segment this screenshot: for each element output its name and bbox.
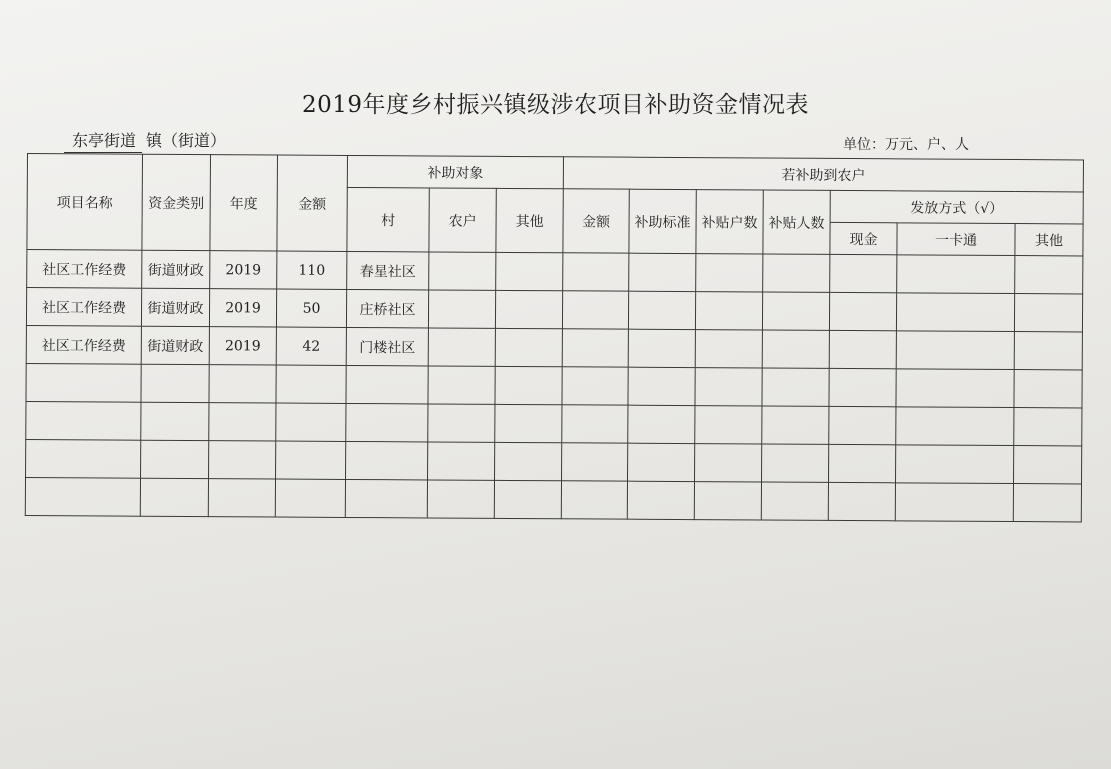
header-village: 村 <box>347 187 429 251</box>
cell-empty <box>428 366 495 404</box>
cell-empty <box>562 329 628 367</box>
town-line <box>64 128 226 153</box>
cell-empty <box>895 483 1013 522</box>
cell-empty <box>761 482 828 520</box>
header-other: 其他 <box>496 188 563 252</box>
town-suffix: 镇（街道） <box>146 131 227 150</box>
cell-empty <box>561 481 627 519</box>
cell-empty <box>1013 484 1081 522</box>
cell-empty <box>495 366 562 404</box>
cell-project: 社区工作经费 <box>26 325 141 364</box>
header-subsidy-households: 补贴户数 <box>696 190 763 254</box>
cell-empty <box>1014 370 1082 408</box>
cell-empty <box>628 329 695 367</box>
cell-empty <box>694 482 761 520</box>
header-amount: 金额 <box>277 155 348 251</box>
cell-amount: 110 <box>277 251 347 289</box>
cell-project <box>25 477 140 516</box>
cell-category: 街道财政 <box>141 288 209 326</box>
cell-empty <box>1014 408 1082 446</box>
cell-empty <box>428 290 495 328</box>
header-payout-other: 其他 <box>1015 224 1083 256</box>
cell-empty <box>695 444 762 482</box>
cell-empty <box>495 290 562 328</box>
cell-empty <box>1015 256 1083 294</box>
cell-year <box>208 479 275 517</box>
table-row <box>25 477 1081 521</box>
unit-label: 单位：万元、户、人 <box>843 137 969 153</box>
cell-empty <box>762 368 829 406</box>
cell-empty <box>495 442 562 480</box>
header-farmer: 农户 <box>429 188 496 252</box>
cell-empty <box>562 443 628 481</box>
cell-village <box>346 403 428 442</box>
header-subsidy-standard: 补助标准 <box>629 189 696 253</box>
table-row <box>26 363 1082 407</box>
cell-empty <box>628 443 695 481</box>
table-row <box>26 325 1082 369</box>
cell-amount: 50 <box>276 289 346 327</box>
cell-year <box>209 365 276 403</box>
cell-project: 社区工作经费 <box>26 288 141 327</box>
cell-empty <box>494 480 561 518</box>
cell-empty <box>829 444 896 482</box>
cell-empty <box>762 444 829 482</box>
header-if-to-farmer: 若补助到农户 <box>563 157 1083 192</box>
header-fund-category: 资金类别 <box>142 154 211 250</box>
cell-empty <box>829 292 896 330</box>
cell-empty <box>1014 332 1082 370</box>
table-row <box>26 288 1082 332</box>
cell-amount <box>275 479 345 517</box>
cell-amount <box>276 403 346 441</box>
cell-empty <box>896 369 1014 408</box>
cell-category <box>141 440 209 478</box>
cell-year: 2019 <box>209 327 276 365</box>
cell-category: 街道财政 <box>141 326 209 364</box>
cell-amount <box>276 441 346 479</box>
header-project-name: 项目名称 <box>27 154 143 251</box>
cell-empty <box>427 480 494 518</box>
cell-year: 2019 <box>209 289 276 327</box>
header-cash: 现金 <box>830 222 897 254</box>
cell-empty <box>628 405 695 443</box>
cell-empty <box>695 292 762 330</box>
cell-empty <box>762 330 829 368</box>
town-name: 东亭街道 <box>64 128 142 153</box>
cell-empty <box>629 253 696 291</box>
cell-village: 庄桥社区 <box>346 289 428 328</box>
cell-empty <box>628 367 695 405</box>
cell-empty <box>695 330 762 368</box>
cell-empty <box>896 445 1014 484</box>
cell-empty <box>762 406 829 444</box>
cell-empty <box>562 367 628 405</box>
cell-empty <box>695 406 762 444</box>
header-payout-method: 发放方式（√） <box>830 190 1083 224</box>
cell-project <box>26 363 141 402</box>
cell-village: 门楼社区 <box>346 327 428 366</box>
cell-empty <box>628 291 695 329</box>
cell-village: 春星社区 <box>347 251 429 290</box>
cell-empty <box>1014 294 1082 332</box>
cell-year <box>209 403 276 441</box>
cell-project <box>26 439 141 478</box>
cell-amount <box>276 365 346 403</box>
cell-empty <box>830 254 897 292</box>
cell-village <box>346 441 428 480</box>
header-subsidy-persons: 补贴人数 <box>763 190 830 254</box>
cell-empty <box>695 368 762 406</box>
cell-empty <box>763 254 830 292</box>
cell-village <box>346 365 428 404</box>
cell-empty <box>829 368 896 406</box>
table-row <box>27 250 1083 294</box>
cell-village <box>345 479 427 518</box>
cell-year <box>209 441 276 479</box>
cell-project <box>26 401 141 440</box>
table-row <box>26 401 1082 445</box>
header-subsidy-target: 补助对象 <box>347 155 563 188</box>
cell-empty <box>829 330 896 368</box>
cell-empty <box>828 482 895 520</box>
subsidy-table <box>25 153 1084 522</box>
cell-empty <box>495 404 562 442</box>
cell-empty <box>496 252 563 290</box>
cell-empty <box>1013 446 1081 484</box>
cell-project: 社区工作经费 <box>27 250 142 289</box>
cell-amount: 42 <box>276 327 346 365</box>
cell-empty <box>495 328 562 366</box>
cell-empty <box>696 254 763 292</box>
cell-empty <box>428 404 495 442</box>
cell-empty <box>562 291 628 329</box>
header-one-card: 一卡通 <box>897 223 1015 256</box>
cell-empty <box>896 293 1014 332</box>
cell-category <box>141 402 209 440</box>
cell-category: 街道财政 <box>142 250 210 288</box>
document-title: 2019年度乡村振兴镇级涉农项目补助资金情况表 <box>301 92 810 118</box>
cell-empty <box>562 405 628 443</box>
header-farmer-amount: 金额 <box>563 189 629 253</box>
cell-empty <box>762 292 829 330</box>
cell-year: 2019 <box>210 251 277 289</box>
cell-empty <box>428 328 495 366</box>
cell-category <box>141 364 209 402</box>
cell-empty <box>829 406 896 444</box>
cell-empty <box>897 255 1015 294</box>
cell-empty <box>896 331 1014 370</box>
cell-empty <box>429 252 496 290</box>
cell-empty <box>896 407 1014 446</box>
table-row <box>26 439 1082 483</box>
header-year: 年度 <box>210 155 278 251</box>
cell-empty <box>428 442 495 480</box>
cell-category <box>140 478 208 516</box>
cell-empty <box>627 481 694 519</box>
cell-empty <box>563 253 629 291</box>
